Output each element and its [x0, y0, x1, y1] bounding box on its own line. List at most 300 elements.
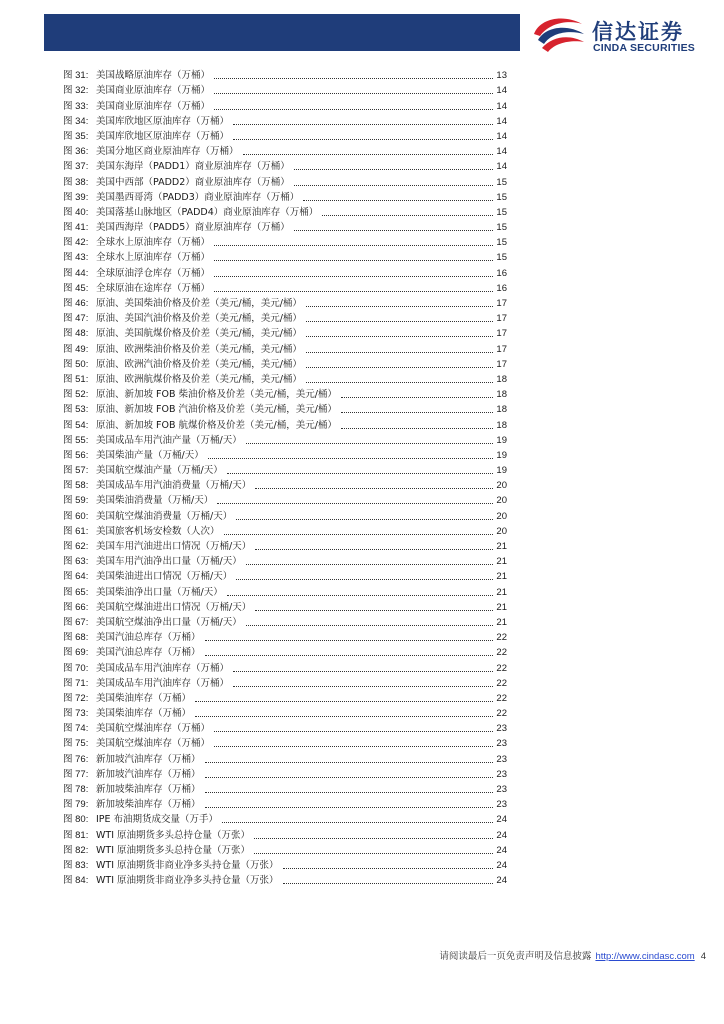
toc-entry[interactable]: [63, 416, 507, 431]
page-ref: 21: [496, 601, 507, 613]
page-ref: 14: [496, 161, 507, 173]
dot-leader: [254, 853, 493, 854]
dot-leader: [222, 822, 493, 823]
page-ref: 15: [496, 191, 507, 203]
figure-title: 美国柴油进出口情况（万桶/天）: [96, 571, 233, 583]
toc-entry-text: [63, 328, 302, 340]
figure-title: 美国战略原油库存（万桶）: [96, 70, 211, 82]
page-ref: 23: [496, 784, 507, 795]
page-ref: 18: [496, 404, 507, 416]
figure-title: 美国柴油库存（万桶）: [96, 708, 192, 720]
page-ref: 20: [496, 495, 507, 507]
dot-leader: [341, 412, 494, 413]
figure-label: 图 60:: [63, 510, 89, 522]
toc-entry-text: [63, 207, 318, 219]
dot-leader: [208, 458, 494, 459]
toc-entry-text: [63, 511, 232, 523]
toc-entry[interactable]: [63, 189, 507, 204]
toc-entry-text: [63, 814, 218, 826]
toc-entry[interactable]: [63, 690, 507, 705]
figure-label: 图 41:: [63, 222, 89, 234]
disclaimer-notice: 请阅读最后一页免责声明及信息披露: [439, 951, 592, 962]
figure-label: 图 32:: [63, 85, 89, 97]
toc-entry[interactable]: [63, 659, 507, 674]
page-ref: 19: [496, 465, 507, 477]
page-ref: 20: [496, 525, 507, 537]
figure-title: 原油、欧洲柴油价格及价差（美元/桶，美元/桶）: [96, 343, 302, 355]
figure-label: 图 75:: [63, 738, 89, 750]
figure-label: 图 73:: [63, 708, 89, 720]
toc-entry[interactable]: [63, 857, 507, 872]
figure-title: 美国航空煤油进出口情况（万桶/天）: [96, 601, 252, 613]
toc-entry[interactable]: [63, 675, 507, 690]
dot-leader: [233, 671, 493, 672]
figure-title: 美国柴油消费量（万桶/天）: [96, 495, 214, 507]
toc-entry[interactable]: [63, 340, 507, 355]
dot-leader: [322, 215, 493, 216]
toc-entry[interactable]: [63, 720, 507, 735]
figure-label: 图 74:: [63, 723, 89, 735]
page-ref: 21: [496, 571, 507, 583]
dot-leader: [205, 807, 494, 808]
dot-leader: [236, 519, 493, 520]
figure-title: 原油、美国航煤价格及价差（美元/桶，美元/桶）: [96, 328, 302, 340]
page-ref: 22: [496, 632, 507, 644]
toc-entry[interactable]: [63, 811, 507, 826]
dot-leader: [214, 245, 493, 246]
toc-entry-text: [63, 374, 302, 386]
dot-leader: [255, 549, 493, 550]
toc-entry-text: [63, 556, 242, 568]
figure-title: 美国分地区商业原油库存（万桶）: [96, 146, 239, 158]
figure-title: 美国汽油总库存（万桶）: [96, 647, 201, 659]
figure-label: 图 40:: [63, 206, 89, 218]
toc-entry[interactable]: [63, 295, 507, 310]
dot-leader: [233, 124, 493, 125]
figure-list: [63, 67, 507, 887]
page-ref: 23: [496, 723, 507, 735]
figure-label: 图 64:: [63, 571, 89, 583]
dot-leader: [195, 716, 493, 717]
toc-entry[interactable]: [63, 842, 507, 857]
figure-label: 图 63:: [63, 556, 89, 568]
toc-entry[interactable]: [63, 128, 507, 143]
page-ref: 18: [496, 389, 507, 401]
page-ref: 24: [496, 859, 507, 871]
page-ref: 22: [496, 708, 507, 720]
figure-label: 图 79:: [63, 799, 89, 811]
dot-leader: [255, 488, 493, 489]
page-number: 4: [700, 951, 706, 962]
dot-leader: [306, 321, 494, 322]
figure-label: 图 33:: [63, 100, 89, 112]
page-ref: 24: [496, 829, 507, 841]
figure-label: 图 50:: [63, 358, 89, 370]
toc-entry[interactable]: [63, 204, 507, 219]
figure-label: 图 54:: [63, 419, 89, 431]
page-ref: 15: [496, 252, 507, 264]
toc-entry-text: [63, 663, 229, 675]
toc-entry[interactable]: [63, 599, 507, 614]
brand-logo: [530, 12, 710, 56]
figure-label: 图 62:: [63, 541, 89, 552]
toc-entry-text: [63, 450, 204, 462]
dot-leader: [227, 473, 494, 474]
figure-label: 图 78:: [63, 784, 89, 795]
toc-entry[interactable]: [63, 173, 507, 188]
dot-leader: [214, 109, 493, 110]
dot-leader: [306, 352, 494, 353]
figure-title: 新加坡柴油库存（万桶）: [96, 799, 201, 811]
figure-label: 图 56:: [63, 449, 89, 461]
figure-label: 图 46:: [63, 298, 89, 309]
figure-title: 美国航空煤油消费量（万桶/天）: [96, 510, 233, 522]
figure-title: 美国柴油产量（万桶/天）: [96, 449, 204, 461]
toc-entry[interactable]: [63, 386, 507, 401]
toc-entry-text: [63, 602, 251, 614]
page-ref: 18: [496, 373, 507, 385]
figure-label: 图 39:: [63, 191, 89, 203]
dot-leader: [227, 595, 494, 596]
figure-label: 图 52:: [63, 389, 89, 401]
toc-entry-text: [63, 222, 290, 234]
dot-leader: [214, 291, 493, 292]
dot-leader: [205, 762, 494, 763]
figure-title: 美国成品车用汽油库存（万桶）: [96, 677, 230, 689]
toc-entry[interactable]: [63, 143, 507, 158]
dot-leader: [303, 200, 493, 201]
toc-entry-text: [63, 359, 302, 371]
figure-title: 美国航空煤油净出口量（万桶/天）: [96, 616, 242, 628]
figure-label: 图 43:: [63, 252, 89, 264]
figure-title: 新加坡汽油库存（万桶）: [96, 753, 201, 765]
dot-leader: [255, 610, 493, 611]
dot-leader: [205, 792, 494, 793]
page-ref: 22: [496, 677, 507, 689]
figure-title: 美国落基山脉地区（PADD4）商业原油库存（万桶）: [96, 206, 319, 218]
figure-label: 图 48:: [63, 328, 89, 340]
figure-title: 新加坡汽油库存（万桶）: [96, 768, 201, 780]
page-ref: 14: [496, 100, 507, 112]
toc-entry[interactable]: [63, 113, 507, 128]
toc-entry-text: [63, 693, 191, 705]
toc-entry-text: [63, 769, 201, 781]
figure-title: 美国中西部（PADD2）商业原油库存（万桶）: [96, 176, 290, 188]
figure-title: 美国柴油净出口量（万桶/天）: [96, 586, 223, 598]
figure-label: 图 35:: [63, 130, 89, 142]
toc-entry-text: [63, 860, 279, 872]
toc-entry[interactable]: [63, 583, 507, 598]
figure-title: 美国商业原油库存（万桶）: [96, 85, 211, 97]
dot-leader: [246, 443, 494, 444]
dot-leader: [214, 78, 493, 79]
toc-entry-text: [63, 830, 250, 842]
toc-entry-text: [63, 541, 251, 553]
figure-title: 美国航空煤油库存（万桶）: [96, 738, 211, 750]
toc-entry[interactable]: [63, 462, 507, 477]
toc-entry[interactable]: [63, 477, 507, 492]
dot-leader: [214, 731, 493, 732]
page-ref: 20: [496, 480, 507, 492]
dot-leader: [195, 701, 493, 702]
figure-label: 图 65:: [63, 586, 89, 598]
figure-title: 美国柴油库存（万桶）: [96, 692, 192, 704]
figure-label: 图 61:: [63, 525, 89, 537]
toc-entry[interactable]: [63, 249, 507, 264]
toc-entry-text: [63, 313, 302, 325]
page-ref: 15: [496, 237, 507, 249]
toc-entry[interactable]: [63, 872, 507, 887]
figure-title: 美国成品车用汽油产量（万桶/天）: [96, 434, 242, 446]
toc-entry[interactable]: [63, 750, 507, 765]
figure-label: 图 71:: [63, 677, 89, 689]
page-ref: 23: [496, 799, 507, 811]
page-footer: [439, 948, 706, 962]
toc-entry[interactable]: [63, 614, 507, 629]
figure-title: 全球原油浮仓库存（万桶）: [96, 267, 211, 279]
toc-entry[interactable]: [63, 325, 507, 340]
figure-label: 图 82:: [63, 844, 89, 856]
page-ref: 21: [496, 556, 507, 568]
figure-label: 图 51:: [63, 373, 89, 385]
page-ref: 24: [496, 844, 507, 856]
toc-entry-text: [63, 268, 210, 280]
figure-title: 全球水上原油库存（万桶）: [96, 252, 211, 264]
figure-title: 原油、美国柴油价格及价差（美元/桶，美元/桶）: [96, 298, 302, 309]
toc-entry-text: [63, 344, 302, 356]
figure-title: 美国东海岸（PADD1）商业原油库存（万桶）: [96, 161, 290, 173]
page-ref: 23: [496, 738, 507, 750]
figure-label: 图 76:: [63, 753, 89, 765]
brand-name-en: CINDA SECURITIES: [593, 42, 695, 54]
toc-entry-text: [63, 435, 242, 447]
toc-entry-text: [63, 389, 337, 401]
toc-entry-text: [63, 526, 220, 538]
toc-entry-text: [63, 298, 302, 310]
figure-label: 图 55:: [63, 434, 89, 446]
figure-title: WTI 原油期货多头总持仓量（万张）: [96, 844, 251, 856]
figure-title: 美国成品车用汽油消费量（万桶/天）: [96, 480, 252, 492]
dot-leader: [214, 746, 493, 747]
dot-leader: [306, 367, 494, 368]
figure-title: 美国航空煤油产量（万桶/天）: [96, 465, 223, 477]
figure-title: 原油、欧洲汽油价格及价差（美元/桶，美元/桶）: [96, 358, 302, 370]
figure-title: WTI 原油期货非商业净多头持仓量（万张）: [96, 875, 279, 887]
figure-title: WTI 原油期货多头总持仓量（万张）: [96, 829, 251, 841]
toc-entry-text: [63, 283, 210, 295]
page-ref: 17: [496, 343, 507, 355]
figure-title: 美国旅客机场安检数（人次）: [96, 525, 220, 537]
page-ref: 19: [496, 449, 507, 461]
dot-leader: [224, 534, 494, 535]
toc-entry[interactable]: [63, 781, 507, 796]
toc-entry[interactable]: [63, 310, 507, 325]
page-ref: 14: [496, 146, 507, 158]
page-ref: 17: [496, 298, 507, 309]
figure-title: 美国库欣地区原油库存（万桶）: [96, 130, 230, 142]
toc-entry[interactable]: [63, 219, 507, 234]
toc-entry[interactable]: [63, 523, 507, 538]
dot-leader: [205, 655, 494, 656]
toc-entry[interactable]: [63, 82, 507, 97]
figure-title: 美国西海岸（PADD5）商业原油库存（万桶）: [96, 222, 290, 234]
toc-entry-text: [63, 723, 210, 735]
page-ref: 16: [496, 282, 507, 294]
toc-entry[interactable]: [63, 796, 507, 811]
page-ref: 14: [496, 115, 507, 127]
figure-title: 美国车用汽油净出口量（万桶/天）: [96, 556, 242, 568]
dot-leader: [306, 382, 494, 383]
figure-label: 图 44:: [63, 267, 89, 279]
page-ref: 23: [496, 753, 507, 765]
page-ref: 24: [496, 875, 507, 887]
figure-label: 图 34:: [63, 115, 89, 127]
toc-entry[interactable]: [63, 735, 507, 750]
figure-title: 美国航空煤油库存（万桶）: [96, 723, 211, 735]
toc-entry-text: [63, 571, 232, 583]
toc-entry[interactable]: [63, 705, 507, 720]
toc-entry-text: [63, 177, 290, 189]
toc-entry-text: [63, 495, 213, 507]
toc-entry-text: [63, 85, 210, 97]
figure-title: 原油、新加坡 FOB 柴油价格及价差（美元/桶，美元/桶）: [96, 389, 337, 401]
dot-leader: [233, 686, 493, 687]
figure-label: 图 67:: [63, 616, 89, 628]
page-ref: 15: [496, 176, 507, 188]
toc-entry-text: [63, 587, 223, 599]
page-ref: 22: [496, 647, 507, 659]
toc-entry-text: [63, 101, 210, 113]
dot-leader: [214, 276, 493, 277]
dot-leader: [236, 579, 493, 580]
toc-entry-text: [63, 146, 239, 158]
toc-entry[interactable]: [63, 67, 507, 82]
page-ref: 19: [496, 434, 507, 446]
figure-title: 原油、美国汽油价格及价差（美元/桶，美元/桶）: [96, 313, 302, 325]
dot-leader: [283, 868, 494, 869]
toc-entry[interactable]: [63, 234, 507, 249]
toc-entry-text: [63, 116, 229, 128]
page-ref: 23: [496, 768, 507, 780]
page-ref: 13: [496, 70, 507, 82]
page-ref: 16: [496, 267, 507, 279]
dot-leader: [233, 139, 493, 140]
toc-entry[interactable]: [63, 644, 507, 659]
figure-label: 图 81:: [63, 829, 89, 841]
dot-leader: [246, 625, 494, 626]
dot-leader: [341, 397, 494, 398]
header-banner: [44, 14, 520, 51]
toc-entry-text: [63, 480, 251, 492]
toc-entry[interactable]: [63, 356, 507, 371]
figure-title: IPE 布油期货成交量（万手）: [96, 814, 219, 826]
dot-leader: [294, 230, 494, 231]
dot-leader: [294, 169, 494, 170]
page-ref: 22: [496, 662, 507, 674]
page-ref: 17: [496, 328, 507, 340]
website-link[interactable]: http://www.cindasc.com: [595, 951, 695, 962]
figure-title: 原油、新加坡 FOB 汽油价格及价差（美元/桶，美元/桶）: [96, 404, 337, 416]
figure-label: 图 37:: [63, 161, 89, 173]
cinda-ribbon-logo-icon: [530, 12, 588, 56]
toc-entry-text: [63, 420, 337, 432]
dot-leader: [254, 838, 493, 839]
dot-leader: [243, 154, 494, 155]
toc-entry[interactable]: [63, 507, 507, 522]
dot-leader: [217, 503, 493, 504]
page-ref: 14: [496, 130, 507, 142]
figure-title: WTI 原油期货非商业净多头持仓量（万张）: [96, 859, 279, 871]
dot-leader: [306, 306, 494, 307]
toc-entry[interactable]: [63, 629, 507, 644]
figure-title: 原油、欧洲航煤价格及价差（美元/桶，美元/桶）: [96, 373, 302, 385]
figure-label: 图 68:: [63, 632, 89, 644]
dot-leader: [306, 336, 494, 337]
figure-label: 图 42:: [63, 237, 89, 249]
toc-entry-text: [63, 845, 250, 857]
toc-entry-text: [63, 875, 279, 887]
toc-entry[interactable]: [63, 447, 507, 462]
figure-title: 美国墨西哥湾（PADD3）商业原油库存（万桶）: [96, 191, 300, 203]
toc-entry[interactable]: [63, 401, 507, 416]
figure-label: 图 72:: [63, 692, 89, 704]
toc-entry[interactable]: [63, 766, 507, 781]
page-ref: 17: [496, 358, 507, 370]
toc-entry-text: [63, 404, 337, 416]
figure-label: 图 57:: [63, 465, 89, 477]
figure-label: 图 58:: [63, 480, 89, 492]
figure-label: 图 66:: [63, 601, 89, 613]
figure-title: 美国成品车用汽油库存（万桶）: [96, 662, 230, 674]
toc-entry-text: [63, 465, 223, 477]
page-ref: 20: [496, 510, 507, 522]
toc-entry-text: [63, 161, 290, 173]
toc-entry[interactable]: [63, 826, 507, 841]
toc-entry[interactable]: [63, 568, 507, 583]
figure-label: 图 45:: [63, 282, 89, 294]
toc-entry[interactable]: [63, 538, 507, 553]
dot-leader: [214, 93, 493, 94]
toc-entry-text: [63, 237, 210, 249]
figure-title: 美国商业原油库存（万桶）: [96, 100, 211, 112]
toc-entry-text: [63, 784, 201, 796]
toc-entry[interactable]: [63, 371, 507, 386]
dot-leader: [283, 883, 494, 884]
page-ref: 22: [496, 692, 507, 704]
figure-label: 图 70:: [63, 662, 89, 674]
page-ref: 15: [496, 206, 507, 218]
figure-label: 图 83:: [63, 859, 89, 871]
toc-entry[interactable]: [63, 158, 507, 173]
toc-entry[interactable]: [63, 432, 507, 447]
figure-label: 图 69:: [63, 647, 89, 659]
figure-title: 全球原油在途库存（万桶）: [96, 282, 211, 294]
toc-entry-text: [63, 647, 201, 659]
toc-entry[interactable]: [63, 97, 507, 112]
toc-entry[interactable]: [63, 553, 507, 568]
toc-entry[interactable]: [63, 492, 507, 507]
page-ref: 21: [496, 586, 507, 598]
figure-label: 图 47:: [63, 313, 89, 325]
toc-entry[interactable]: [63, 264, 507, 279]
figure-label: 图 31:: [63, 70, 89, 82]
toc-entry[interactable]: [63, 280, 507, 295]
toc-entry-text: [63, 70, 210, 82]
toc-entry-text: [63, 131, 229, 143]
figure-title: 全球水上原油库存（万桶）: [96, 237, 211, 249]
toc-entry-text: [63, 799, 201, 811]
page-ref: 24: [496, 814, 507, 826]
